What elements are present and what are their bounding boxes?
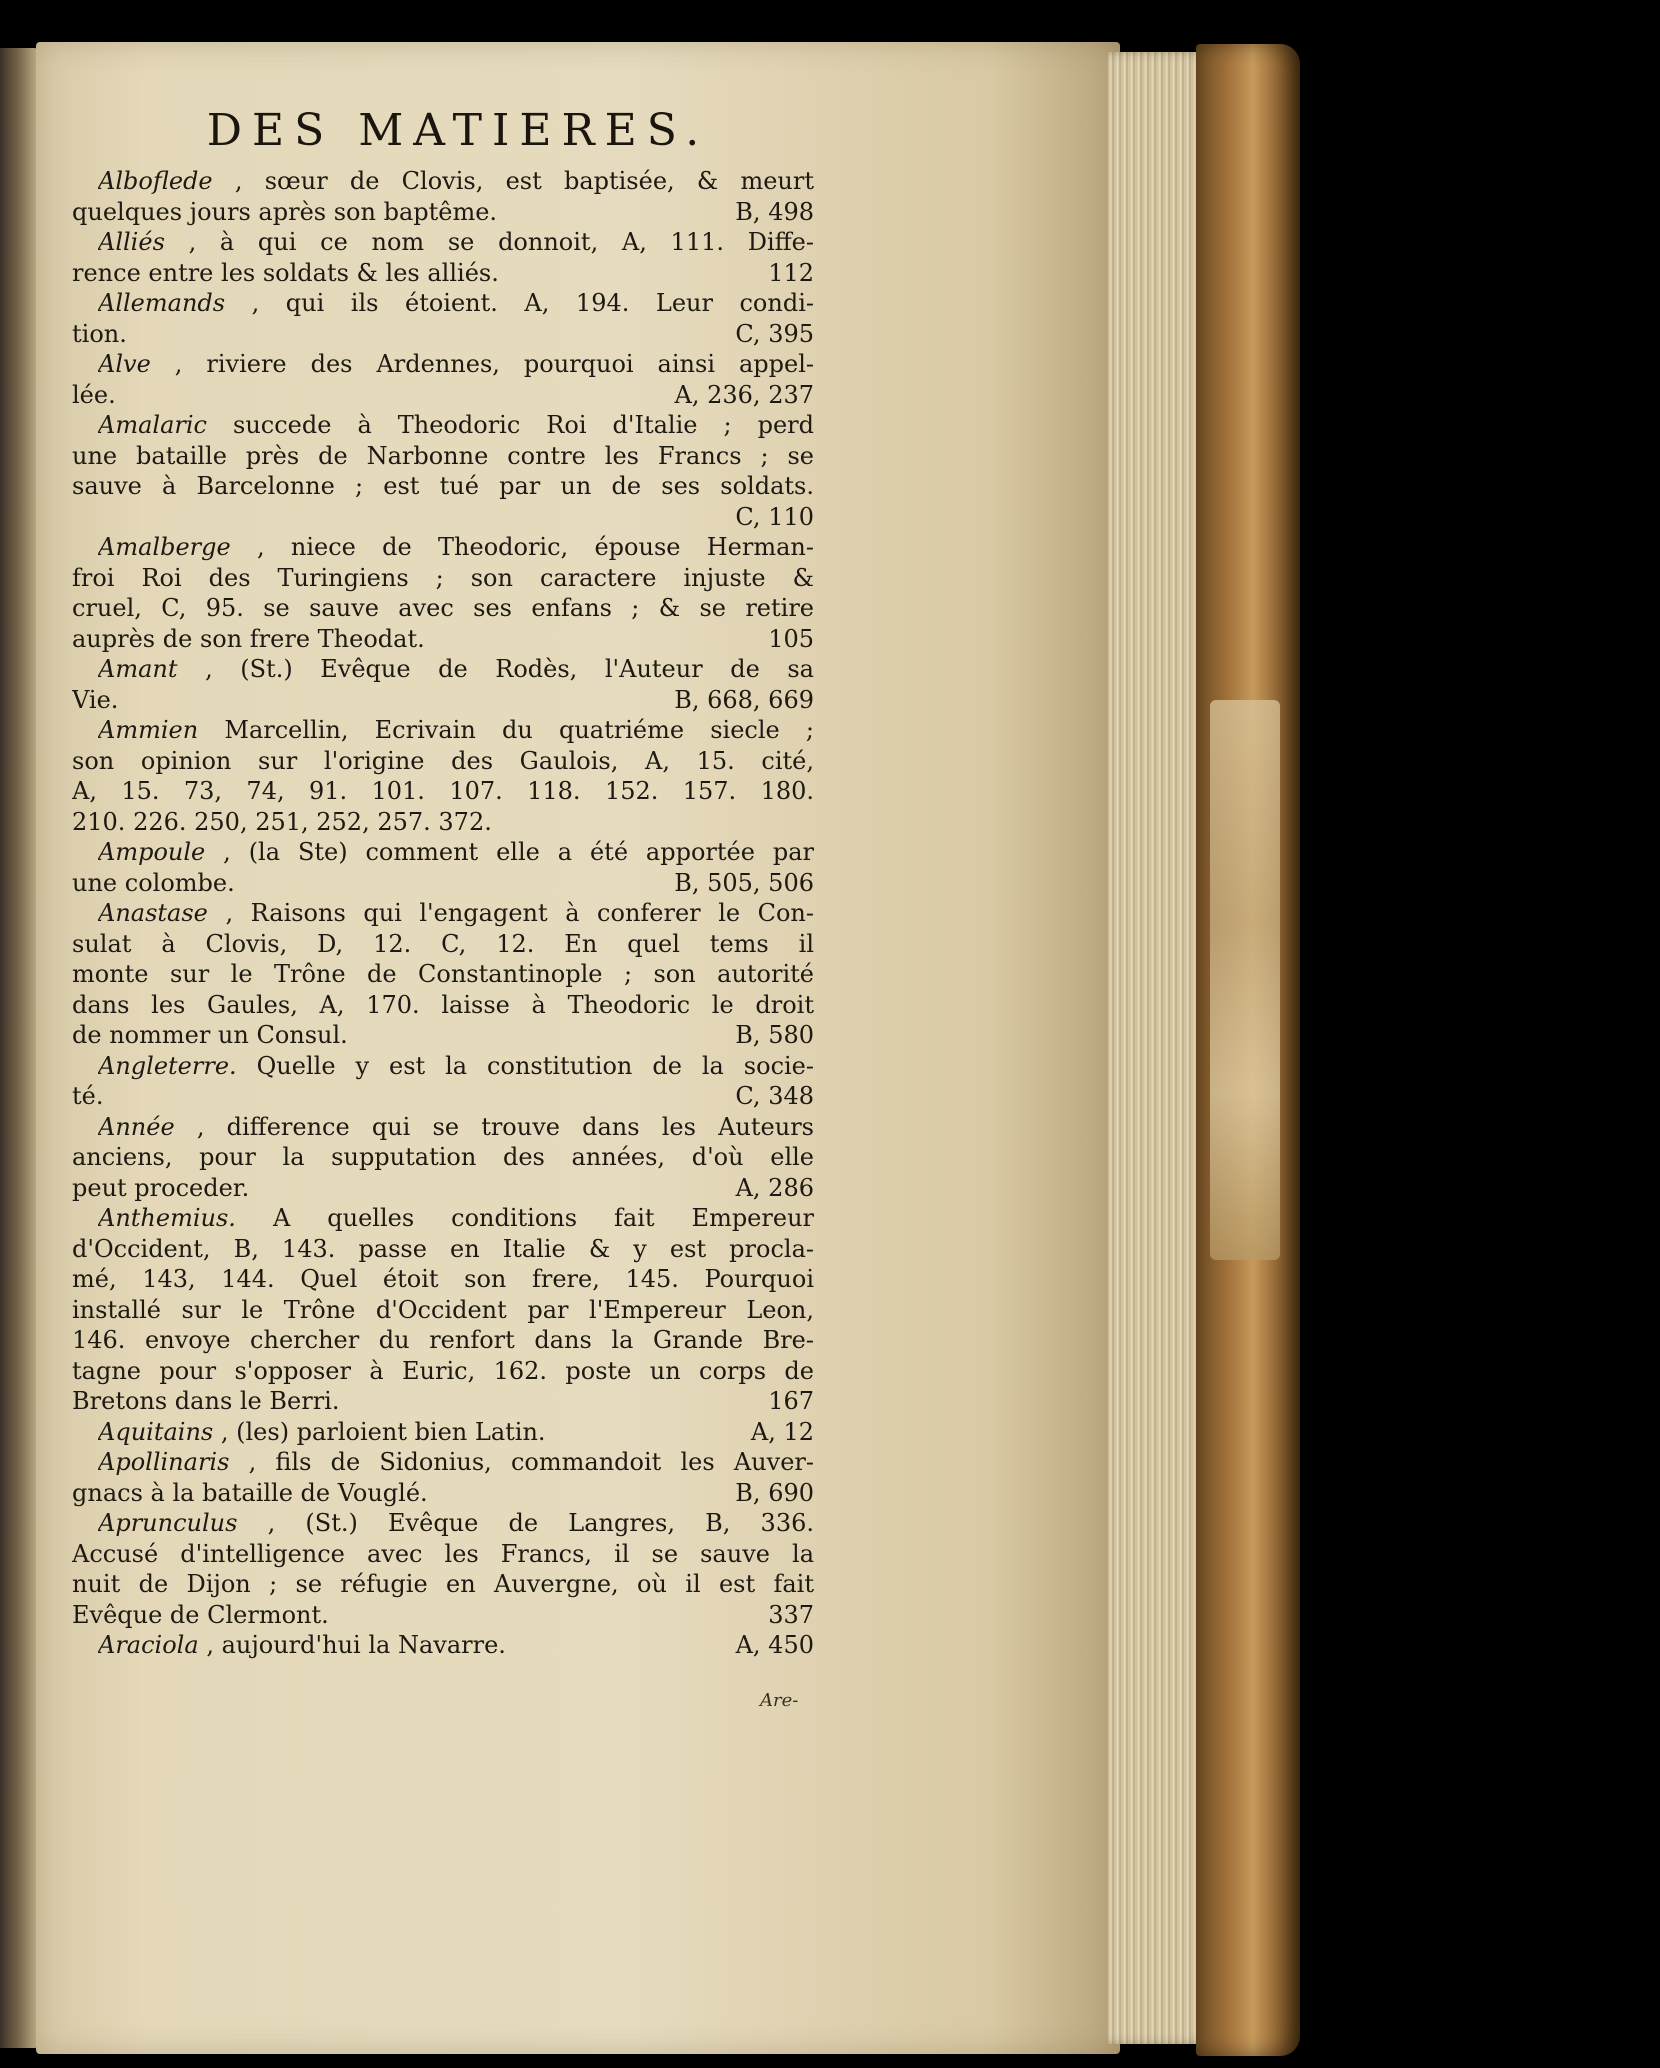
entry-keyword: Alve bbox=[98, 350, 151, 378]
entry-keyword: Angleterre. bbox=[98, 1051, 237, 1080]
entry-reference: B, 505, 506 bbox=[674, 868, 814, 897]
entry-line-text: une colombe. bbox=[72, 868, 235, 897]
entry-text bbox=[98, 1112, 814, 1143]
entry-text bbox=[72, 1356, 814, 1387]
entry-reference: 105 bbox=[768, 624, 814, 653]
entry-text bbox=[72, 776, 814, 807]
index-text bbox=[72, 106, 814, 1661]
entry-text bbox=[98, 532, 814, 563]
entry-line bbox=[72, 166, 814, 197]
entry-text bbox=[72, 1325, 814, 1356]
entry-text bbox=[72, 258, 756, 289]
entry-keyword: Ampoule bbox=[98, 838, 206, 866]
entry-line-text: quelques jours après son baptême. bbox=[72, 197, 498, 226]
entry-reference: 167 bbox=[768, 1387, 814, 1415]
entry-line-text: peut proceder. bbox=[72, 1173, 250, 1202]
entry-reference: B, 668, 669 bbox=[674, 685, 814, 714]
entry-line-text: nuit de Dijon ; se réfugie en Auvergne, où il est fait bbox=[72, 1570, 814, 1598]
entry-line-text: lée. bbox=[72, 380, 116, 409]
entry-line-text: froi Roi des Turingiens ; son caractere injuste & bbox=[72, 563, 814, 592]
entry-line-text: rence entre les soldats & les alliés. bbox=[72, 258, 499, 287]
entry-line bbox=[72, 1203, 814, 1234]
entry-line-text: sauve à Barcelonne ; est tué par un de ses soldats. bbox=[72, 472, 814, 500]
entry-line-text: A, 15. 73, 74, 91. 101. 107. 118. 152. 157. 180. bbox=[72, 777, 814, 805]
entry-line-text: , aujourd'hui la Navarre. bbox=[206, 1631, 506, 1659]
entry-line-text: Marcellin, Ecrivain du quatriéme siecle ; bbox=[224, 716, 814, 744]
entry-line bbox=[72, 1600, 814, 1631]
index-entry bbox=[72, 1630, 814, 1661]
entry-line bbox=[72, 410, 814, 441]
entry-line-text: son opinion sur l'origine des Gaulois, A, 15. cité, bbox=[72, 746, 814, 775]
entry-line-text: , fils de Sidonius, commandoit les Auver- bbox=[248, 1448, 814, 1476]
entry-keyword: Aquitains bbox=[98, 1417, 214, 1446]
entry-text bbox=[72, 1386, 756, 1417]
entry-reference: A, 450 bbox=[735, 1631, 814, 1659]
entry-text bbox=[98, 1203, 814, 1234]
entry-line-text: Bretons dans le Berri. bbox=[72, 1387, 340, 1415]
entry-line-text: , difference qui se trouve dans les Auteurs bbox=[196, 1112, 814, 1141]
entry-line bbox=[72, 959, 814, 990]
entry-line bbox=[72, 1630, 814, 1661]
entry-line-text: tion. bbox=[72, 319, 127, 348]
entry-text bbox=[72, 380, 663, 411]
page-edges bbox=[1108, 52, 1208, 2044]
entry-line-text: cruel, C, 95. se sauve avec ses enfans ; & se retire bbox=[72, 594, 814, 622]
entry-line bbox=[72, 1325, 814, 1356]
entry-reference: 112 bbox=[768, 258, 814, 287]
entry-line-text: anciens, pour la supputation des années, d'où elle bbox=[72, 1143, 814, 1171]
entry-keyword: Alliés bbox=[98, 228, 165, 256]
entry-keyword: Amant bbox=[98, 655, 178, 683]
entry-text bbox=[72, 746, 814, 777]
entry-text bbox=[98, 654, 814, 685]
entry-line bbox=[72, 1386, 814, 1417]
entry-text bbox=[72, 1173, 724, 1204]
entry-line bbox=[72, 349, 814, 380]
entry-line bbox=[72, 1264, 814, 1295]
entry-line bbox=[72, 1417, 814, 1448]
entry-line-text: Evêque de Clermont. bbox=[72, 1600, 329, 1629]
entry-line bbox=[72, 654, 814, 685]
entry-line-text: , (la Ste) comment elle a été apportée par bbox=[223, 838, 814, 866]
entry-text bbox=[72, 563, 814, 594]
entry-text bbox=[98, 837, 814, 868]
entry-line-text: monte sur le Trône de Constantinople ; son autorité bbox=[72, 960, 814, 988]
entry-text bbox=[98, 715, 814, 746]
entry-keyword: Année bbox=[98, 1112, 175, 1141]
entry-line bbox=[72, 380, 814, 411]
entry-line bbox=[72, 1020, 814, 1051]
entry-line-text: 210. 226. 250, 251, 252, 257. 372. bbox=[72, 807, 492, 836]
entry-keyword: Allemands bbox=[98, 289, 226, 317]
entry-text bbox=[72, 1569, 814, 1600]
worn-binding-patch bbox=[1210, 700, 1280, 1260]
index-entries bbox=[72, 166, 814, 1661]
entry-reference: B, 580 bbox=[735, 1021, 814, 1049]
index-entry bbox=[72, 837, 814, 898]
entry-line-text: Vie. bbox=[72, 685, 119, 714]
entry-line-text: de nommer un Consul. bbox=[72, 1021, 348, 1049]
entry-text bbox=[72, 319, 723, 350]
entry-keyword: Aprunculus bbox=[98, 1509, 238, 1537]
entry-text bbox=[98, 1447, 814, 1478]
entry-text bbox=[72, 990, 814, 1021]
entry-text bbox=[72, 624, 756, 655]
entry-line-text: A quelles conditions fait Empereur bbox=[272, 1204, 814, 1232]
entry-line bbox=[72, 624, 814, 655]
entry-text bbox=[98, 227, 814, 258]
entry-reference: C, 110 bbox=[735, 502, 814, 531]
entry-line-text: d'Occident, B, 143. passe en Italie & y est procla- bbox=[72, 1234, 814, 1263]
entry-text bbox=[72, 959, 814, 990]
entry-line bbox=[72, 1234, 814, 1265]
entry-line-text: , qui ils étoient. A, 194. Leur condi- bbox=[251, 289, 814, 317]
entry-line bbox=[72, 563, 814, 594]
entry-text bbox=[72, 868, 662, 899]
entry-text bbox=[98, 410, 814, 441]
entry-line bbox=[72, 1508, 814, 1539]
entry-line-text: dans les Gaules, A, 170. laisse à Theodoric le droit bbox=[72, 990, 814, 1019]
entry-text bbox=[98, 1051, 814, 1082]
entry-text bbox=[72, 1081, 723, 1112]
entry-line bbox=[72, 502, 814, 533]
entry-line bbox=[72, 288, 814, 319]
entry-line bbox=[72, 1051, 814, 1082]
entry-line bbox=[72, 319, 814, 350]
entry-line-text: , Raisons qui l'engagent à conferer le Con- bbox=[225, 899, 814, 927]
index-entry bbox=[72, 715, 814, 837]
entry-line bbox=[72, 197, 814, 228]
entry-line bbox=[72, 1356, 814, 1387]
entry-keyword: Alboflede bbox=[98, 167, 213, 195]
left-page-edge bbox=[0, 48, 40, 2048]
entry-keyword: Ammien bbox=[98, 716, 199, 744]
entry-line bbox=[72, 868, 814, 899]
entry-line-text: sulat à Clovis, D, 12. C, 12. En quel tems il bbox=[72, 929, 814, 958]
entry-text bbox=[72, 1020, 723, 1051]
entry-text bbox=[98, 349, 814, 380]
index-entry bbox=[72, 532, 814, 654]
entry-line bbox=[72, 746, 814, 777]
entry-reference: B, 690 bbox=[735, 1478, 814, 1507]
index-entry bbox=[72, 166, 814, 227]
index-entry bbox=[72, 1447, 814, 1508]
entry-line bbox=[72, 685, 814, 716]
entry-text bbox=[72, 197, 723, 228]
index-entry bbox=[72, 1112, 814, 1204]
entry-reference: 337 bbox=[768, 1600, 814, 1629]
entry-line bbox=[72, 1569, 814, 1600]
index-entry bbox=[72, 1051, 814, 1112]
entry-reference: C, 395 bbox=[735, 319, 814, 348]
entry-reference: C, 348 bbox=[735, 1082, 814, 1110]
entry-line-text: té. bbox=[72, 1082, 104, 1110]
index-entry bbox=[72, 227, 814, 288]
entry-line bbox=[72, 532, 814, 563]
entry-line-text: , niece de Theodoric, épouse Herman- bbox=[256, 533, 814, 561]
index-entry bbox=[72, 1508, 814, 1630]
entry-text bbox=[72, 807, 814, 838]
entry-line bbox=[72, 1539, 814, 1570]
entry-text bbox=[72, 1234, 814, 1265]
entry-text bbox=[98, 1417, 739, 1448]
entry-line-text: gnacs à la bataille de Vouglé. bbox=[72, 1478, 428, 1507]
entry-line bbox=[72, 807, 814, 838]
entry-text bbox=[72, 685, 662, 716]
entry-line-text: , riviere des Ardennes, pourquoi ainsi appel- bbox=[174, 350, 814, 378]
entry-line bbox=[72, 1447, 814, 1478]
entry-line bbox=[72, 837, 814, 868]
entry-text bbox=[72, 1600, 756, 1631]
entry-line bbox=[72, 1173, 814, 1204]
entry-line bbox=[72, 593, 814, 624]
entry-text bbox=[72, 1142, 814, 1173]
entry-reference: A, 236, 237 bbox=[674, 380, 814, 409]
entry-keyword: Araciola bbox=[98, 1631, 199, 1659]
index-entry bbox=[72, 288, 814, 349]
entry-text bbox=[72, 929, 814, 960]
entry-line-text: auprès de son frere Theodat. bbox=[72, 624, 425, 653]
entry-line-text: Quelle y est la constitution de la socie- bbox=[256, 1051, 814, 1080]
entry-text bbox=[98, 166, 814, 197]
entry-line bbox=[72, 1112, 814, 1143]
entry-keyword: Apollinaris bbox=[98, 1448, 230, 1476]
entry-line bbox=[72, 1295, 814, 1326]
entry-line bbox=[72, 715, 814, 746]
entry-line bbox=[72, 471, 814, 502]
index-entry bbox=[72, 654, 814, 715]
entry-text bbox=[98, 1630, 724, 1661]
entry-line bbox=[72, 776, 814, 807]
entry-line-text: une bataille près de Narbonne contre les Francs ; se bbox=[72, 441, 814, 470]
index-entry bbox=[72, 1417, 814, 1448]
index-entry bbox=[72, 349, 814, 410]
entry-reference: A, 12 bbox=[750, 1417, 814, 1446]
entry-line-text: , (St.) Evêque de Langres, B, 336. bbox=[267, 1509, 814, 1537]
entry-reference: B, 498 bbox=[735, 197, 814, 226]
entry-text bbox=[98, 898, 814, 929]
entry-line-text: , (St.) Evêque de Rodès, l'Auteur de sa bbox=[205, 655, 814, 683]
entry-keyword: Amalberge bbox=[98, 533, 231, 561]
entry-line bbox=[72, 898, 814, 929]
entry-text bbox=[72, 471, 814, 502]
entry-line bbox=[72, 1142, 814, 1173]
entry-line-text: mé, 143, 144. Quel étoit son frere, 145. Pourquoi bbox=[72, 1265, 814, 1293]
entry-text bbox=[72, 1264, 814, 1295]
index-entry bbox=[72, 1203, 814, 1417]
entry-line-text: 146. envoye chercher du renfort dans la Grande Bre- bbox=[72, 1326, 814, 1354]
entry-line bbox=[72, 1478, 814, 1509]
entry-text bbox=[72, 441, 814, 472]
entry-text bbox=[98, 288, 814, 319]
entry-line bbox=[72, 990, 814, 1021]
entry-line-text: , (les) parloient bien Latin. bbox=[220, 1417, 546, 1446]
entry-line bbox=[72, 929, 814, 960]
entry-line bbox=[72, 227, 814, 258]
index-entry bbox=[72, 898, 814, 1051]
entry-line-text: succede à Theodoric Roi d'Italie ; perd bbox=[233, 411, 814, 439]
index-entry bbox=[72, 410, 814, 532]
entry-text bbox=[72, 1478, 723, 1509]
entry-text bbox=[72, 1295, 814, 1326]
entry-text bbox=[72, 1539, 814, 1570]
entry-keyword: Amalaric bbox=[98, 411, 207, 439]
entry-line-text: Accusé d'intelligence avec les Francs, il se sauve la bbox=[72, 1539, 814, 1568]
entry-text bbox=[72, 593, 814, 624]
entry-line bbox=[72, 258, 814, 289]
entry-line bbox=[72, 441, 814, 472]
entry-reference: A, 286 bbox=[735, 1173, 814, 1202]
entry-text bbox=[98, 1508, 814, 1539]
catchword: Are- bbox=[760, 1690, 799, 1711]
entry-line-text: , à qui ce nom se donnoit, A, 111. Diffe- bbox=[188, 228, 814, 256]
entry-line-text: tagne pour s'opposer à Euric, 162. poste un corps de bbox=[72, 1356, 814, 1385]
page-header: DES MATIERES. bbox=[206, 105, 710, 156]
entry-line-text: installé sur le Trône d'Occident par l'Empereur Leon, bbox=[72, 1295, 814, 1324]
entry-keyword: Anastase bbox=[98, 899, 208, 927]
entry-keyword: Anthemius. bbox=[98, 1204, 236, 1232]
entry-line-text: , sœur de Clovis, est baptisée, & meurt bbox=[234, 167, 814, 195]
entry-line bbox=[72, 1081, 814, 1112]
